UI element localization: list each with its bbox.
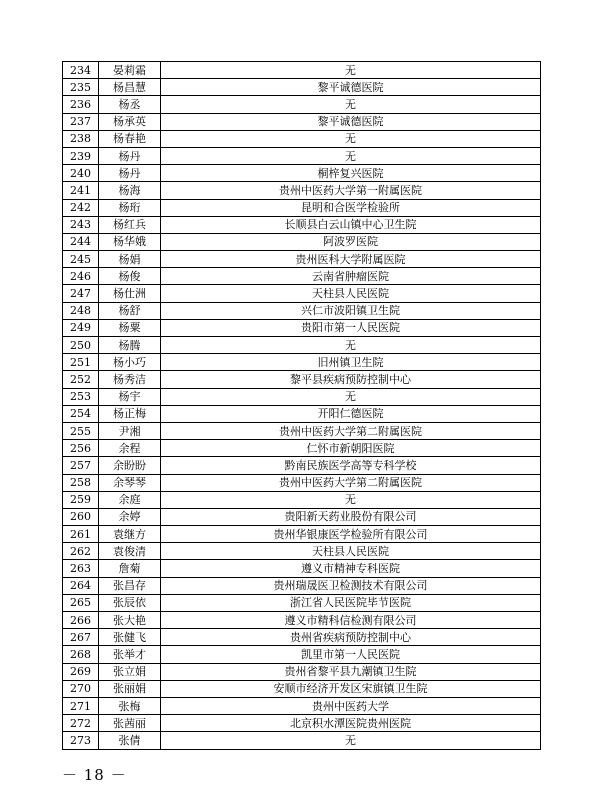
person-name: 杨仕洲 — [99, 285, 161, 302]
row-number: 262 — [63, 543, 99, 560]
row-number: 251 — [63, 354, 99, 371]
person-name: 杨小巧 — [99, 354, 161, 371]
row-number: 270 — [63, 680, 99, 697]
table-row — [63, 543, 541, 560]
organization: 贵州省疾病预防控制中心 — [161, 629, 541, 646]
page-number: － 18 － — [62, 766, 127, 784]
organization: 黔南民族医学高等专科学校 — [161, 457, 541, 474]
row-number: 236 — [63, 96, 99, 113]
person-name: 詹菊 — [99, 560, 161, 577]
table-row — [63, 440, 541, 457]
person-name: 张昌存 — [99, 577, 161, 594]
person-name: 张举才 — [99, 646, 161, 663]
table-row — [63, 680, 541, 697]
row-number: 273 — [63, 732, 99, 749]
table-row — [63, 457, 541, 474]
table-row — [63, 629, 541, 646]
organization: 桐梓复兴医院 — [161, 165, 541, 182]
row-number: 247 — [63, 285, 99, 302]
organization: 贵阳新天药业股份有限公司 — [161, 508, 541, 525]
row-number: 234 — [63, 62, 99, 79]
row-number: 268 — [63, 646, 99, 663]
table-row — [63, 388, 541, 405]
row-number: 271 — [63, 697, 99, 714]
person-name: 张梅 — [99, 697, 161, 714]
person-name: 杨宇 — [99, 388, 161, 405]
table-row — [63, 182, 541, 199]
table-row — [63, 216, 541, 233]
person-name: 余庭 — [99, 491, 161, 508]
organization: 兴仁市波阳镇卫生院 — [161, 302, 541, 319]
row-number: 269 — [63, 663, 99, 680]
row-number: 243 — [63, 216, 99, 233]
row-number: 257 — [63, 457, 99, 474]
person-name: 杨秀洁 — [99, 371, 161, 388]
row-number: 260 — [63, 508, 99, 525]
table-row — [63, 354, 541, 371]
table-row — [63, 732, 541, 749]
person-name: 杨俊 — [99, 268, 161, 285]
table-row — [63, 422, 541, 439]
row-number: 248 — [63, 302, 99, 319]
table-row — [63, 251, 541, 268]
organization: 无 — [161, 732, 541, 749]
row-number: 256 — [63, 440, 99, 457]
row-number: 238 — [63, 130, 99, 147]
table-row — [63, 405, 541, 422]
table-row — [63, 199, 541, 216]
person-name: 张倩 — [99, 732, 161, 749]
table-row — [63, 233, 541, 250]
organization: 长顺县白云山镇中心卫生院 — [161, 216, 541, 233]
table-row — [63, 319, 541, 336]
organization: 贵阳市第一人民医院 — [161, 319, 541, 336]
row-number: 244 — [63, 233, 99, 250]
person-name: 张辰依 — [99, 594, 161, 611]
row-number: 250 — [63, 337, 99, 354]
person-name: 杨华娥 — [99, 233, 161, 250]
organization: 贵州医科大学附属医院 — [161, 251, 541, 268]
organization: 天柱县人民医院 — [161, 285, 541, 302]
organization: 贵州中医药大学第一附属医院 — [161, 182, 541, 199]
table-row — [63, 285, 541, 302]
row-number: 263 — [63, 560, 99, 577]
organization: 贵州中医药大学 — [161, 697, 541, 714]
person-name: 杨粟 — [99, 319, 161, 336]
organization: 无 — [161, 337, 541, 354]
organization: 遵义市精神专科医院 — [161, 560, 541, 577]
organization: 云南省肿瘤医院 — [161, 268, 541, 285]
table-row — [63, 62, 541, 79]
row-number: 267 — [63, 629, 99, 646]
table-row — [63, 268, 541, 285]
organization: 贵州中医药大学第二附属医院 — [161, 422, 541, 439]
table-row — [63, 491, 541, 508]
row-number: 235 — [63, 79, 99, 96]
row-number: 240 — [63, 165, 99, 182]
person-name: 张大艳 — [99, 612, 161, 629]
table-row — [63, 663, 541, 680]
table-row — [63, 113, 541, 130]
person-name: 余盼盼 — [99, 457, 161, 474]
person-name: 余程 — [99, 440, 161, 457]
table-row — [63, 697, 541, 714]
table-row — [63, 594, 541, 611]
person-name: 张丽娟 — [99, 680, 161, 697]
organization: 无 — [161, 62, 541, 79]
row-number: 259 — [63, 491, 99, 508]
organization: 黎平诚德医院 — [161, 79, 541, 96]
table-row — [63, 79, 541, 96]
row-number: 254 — [63, 405, 99, 422]
person-name: 张健飞 — [99, 629, 161, 646]
roster-table — [62, 61, 541, 750]
organization: 北京积水潭医院贵州医院 — [161, 715, 541, 732]
person-name: 张茜丽 — [99, 715, 161, 732]
organization: 开阳仁德医院 — [161, 405, 541, 422]
person-name: 袁继方 — [99, 526, 161, 543]
row-number: 242 — [63, 199, 99, 216]
person-name: 袁俊清 — [99, 543, 161, 560]
table-row — [63, 715, 541, 732]
person-name: 杨娟 — [99, 251, 161, 268]
table-row — [63, 371, 541, 388]
person-name: 余琴琴 — [99, 474, 161, 491]
row-number: 253 — [63, 388, 99, 405]
table-row — [63, 526, 541, 543]
organization: 昆明和合医学检验所 — [161, 199, 541, 216]
person-name: 杨红兵 — [99, 216, 161, 233]
table-row — [63, 577, 541, 594]
row-number: 246 — [63, 268, 99, 285]
person-name: 杨承英 — [99, 113, 161, 130]
table-row — [63, 147, 541, 164]
person-name: 杨昌慧 — [99, 79, 161, 96]
person-name: 杨丹 — [99, 165, 161, 182]
organization: 无 — [161, 388, 541, 405]
organization: 仁怀市新朝阳医院 — [161, 440, 541, 457]
table-row — [63, 646, 541, 663]
row-number: 241 — [63, 182, 99, 199]
organization: 无 — [161, 130, 541, 147]
row-number: 264 — [63, 577, 99, 594]
table-row — [63, 508, 541, 525]
row-number: 266 — [63, 612, 99, 629]
organization: 贵州省黎平县九潮镇卫生院 — [161, 663, 541, 680]
organization: 贵州华银康医学检验所有限公司 — [161, 526, 541, 543]
organization: 凯里市第一人民医院 — [161, 646, 541, 663]
row-number: 265 — [63, 594, 99, 611]
organization: 安顺市经济开发区宋旗镇卫生院 — [161, 680, 541, 697]
row-number: 261 — [63, 526, 99, 543]
table-row — [63, 130, 541, 147]
table-row — [63, 560, 541, 577]
row-number: 258 — [63, 474, 99, 491]
row-number: 249 — [63, 319, 99, 336]
table-row — [63, 612, 541, 629]
organization: 天柱县人民医院 — [161, 543, 541, 560]
person-name: 杨海 — [99, 182, 161, 199]
row-number: 237 — [63, 113, 99, 130]
person-name: 杨舒 — [99, 302, 161, 319]
person-name: 晏莉霜 — [99, 62, 161, 79]
organization: 无 — [161, 491, 541, 508]
person-name: 杨丞 — [99, 96, 161, 113]
table-row — [63, 474, 541, 491]
row-number: 239 — [63, 147, 99, 164]
roster-body — [63, 62, 541, 750]
organization: 浙江省人民医院毕节医院 — [161, 594, 541, 611]
organization: 无 — [161, 147, 541, 164]
row-number: 252 — [63, 371, 99, 388]
organization: 黎平县疾病预防控制中心 — [161, 371, 541, 388]
person-name: 杨珩 — [99, 199, 161, 216]
person-name: 余婷 — [99, 508, 161, 525]
table-row — [63, 165, 541, 182]
organization: 无 — [161, 96, 541, 113]
organization: 贵州中医药大学第二附属医院 — [161, 474, 541, 491]
person-name: 张立娟 — [99, 663, 161, 680]
organization: 黎平诚德医院 — [161, 113, 541, 130]
organization: 贵州瑞晟医卫检测技术有限公司 — [161, 577, 541, 594]
row-number: 255 — [63, 422, 99, 439]
table-row — [63, 337, 541, 354]
organization: 遵义市精科信检测有限公司 — [161, 612, 541, 629]
organization: 阿波罗医院 — [161, 233, 541, 250]
person-name: 杨正梅 — [99, 405, 161, 422]
person-name: 尹湘 — [99, 422, 161, 439]
row-number: 245 — [63, 251, 99, 268]
organization: 旧州镇卫生院 — [161, 354, 541, 371]
row-number: 272 — [63, 715, 99, 732]
table-row — [63, 302, 541, 319]
table-row — [63, 96, 541, 113]
person-name: 杨丹 — [99, 147, 161, 164]
person-name: 杨春艳 — [99, 130, 161, 147]
person-name: 杨腾 — [99, 337, 161, 354]
